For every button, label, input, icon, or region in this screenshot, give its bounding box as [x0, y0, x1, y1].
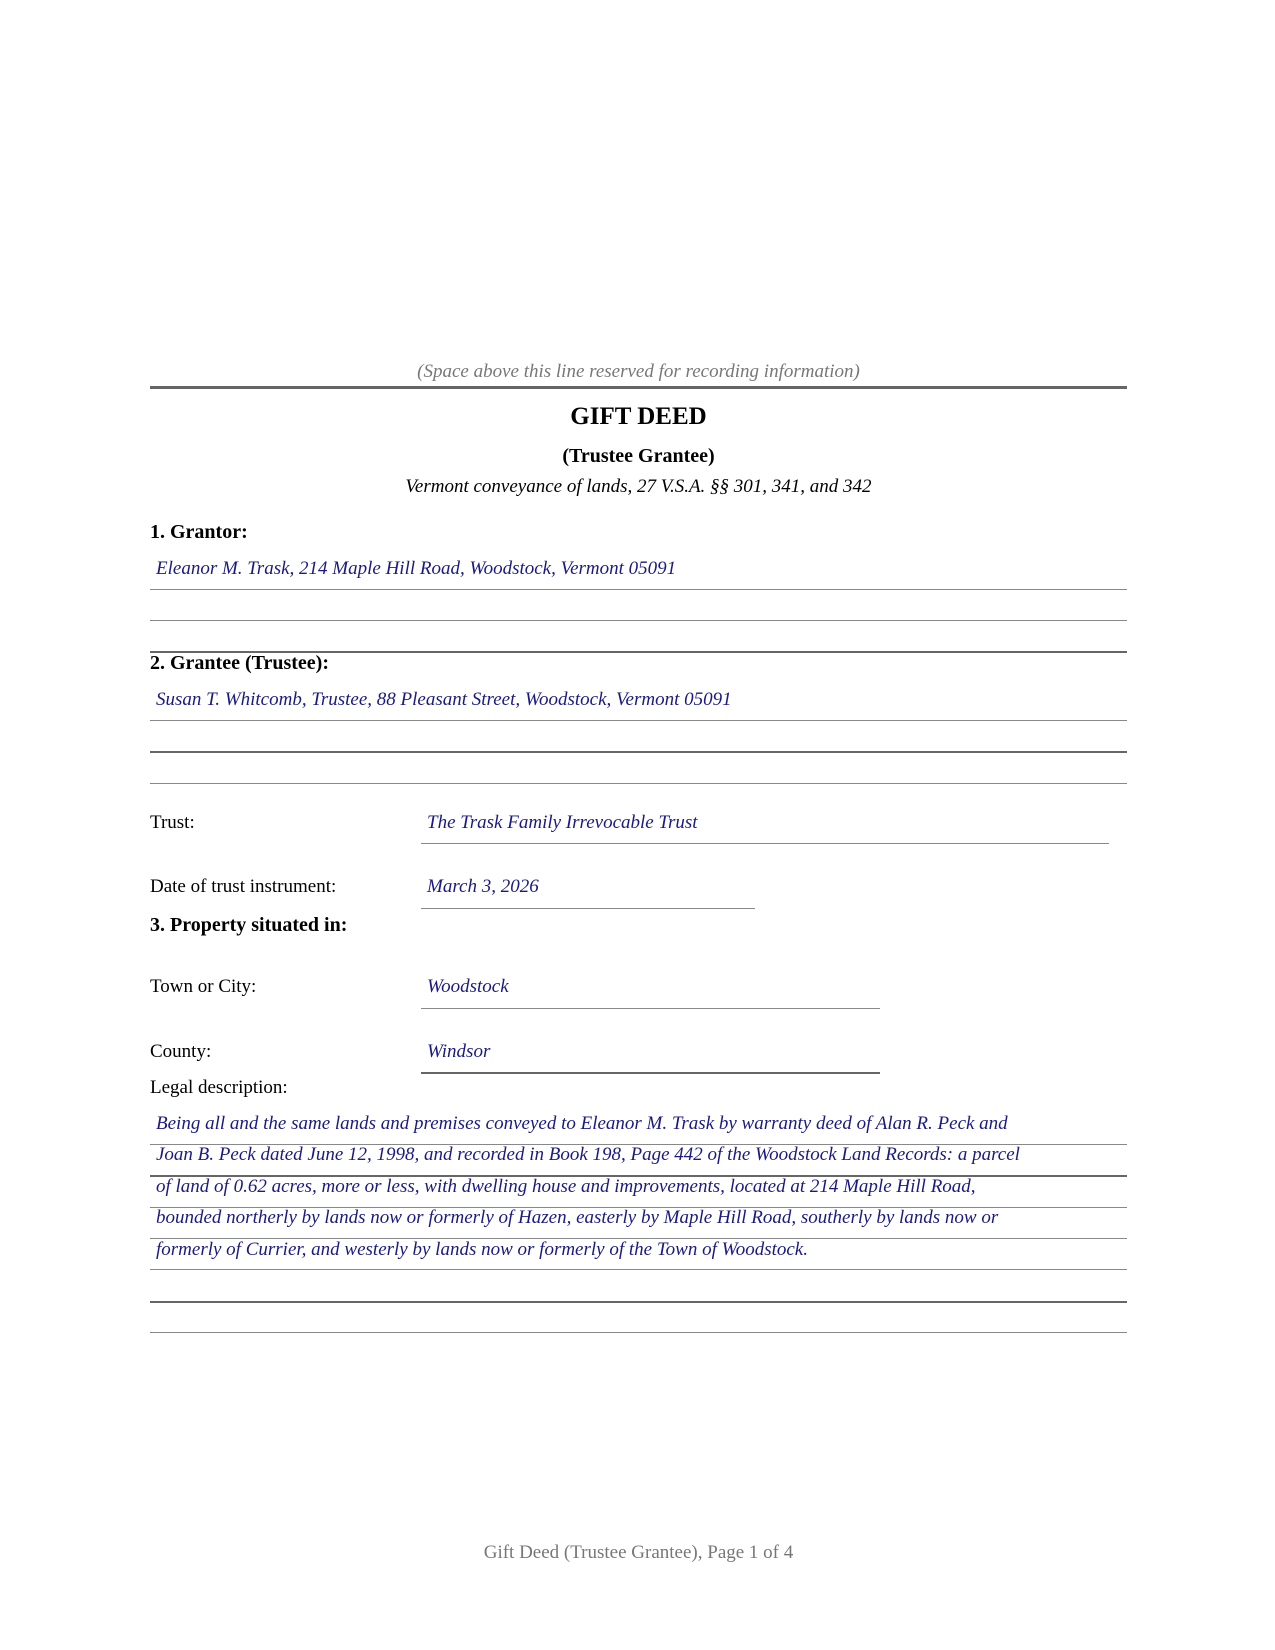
legal-description-line[interactable]: Joan B. Peck dated June 12, 1998, and recorded in Book 198, Page 442 of the Woodstock Land Records: a parcel	[156, 1144, 1020, 1165]
town-field[interactable]: Woodstock	[427, 976, 509, 997]
property-heading: 3. Property situated in:	[150, 914, 348, 936]
trust-name-line	[421, 843, 1109, 844]
trust-date-line	[421, 908, 755, 909]
recording-divider	[150, 386, 1127, 389]
statute-reference: Vermont conveyance of lands, 27 V.S.A. §§ 301, 341, and 342	[405, 476, 872, 497]
page-footer: Gift Deed (Trustee Grantee), Page 1 of 4	[483, 1542, 794, 1563]
trust-date-field[interactable]: March 3, 2026	[427, 876, 539, 897]
legal-rule-7	[150, 1332, 1127, 1333]
county-field[interactable]: Windsor	[427, 1041, 491, 1062]
grantee-line-3	[150, 783, 1127, 784]
town-label: Town or City:	[150, 976, 257, 997]
legal-rule-5	[150, 1269, 1127, 1270]
document-title: GIFT DEED	[570, 403, 707, 430]
legal-description-line[interactable]: Being all and the same lands and premises conveyed to Eleanor M. Trask by warranty deed of Alan R. Peck and	[156, 1113, 1008, 1134]
grantor-line-1	[150, 589, 1127, 590]
grantee-heading: 2. Grantee (Trustee):	[150, 652, 330, 674]
county-label: County:	[150, 1041, 212, 1062]
legal-description-line[interactable]: formerly of Currier, and westerly by lands now or formerly of the Town of Woodstock.	[156, 1239, 808, 1260]
trust-label: Trust:	[150, 812, 195, 833]
grantor-field[interactable]: Eleanor M. Trask, 214 Maple Hill Road, Woodstock, Vermont 05091	[156, 558, 677, 579]
grantor-heading: 1. Grantor:	[150, 521, 248, 543]
trust-date-label: Date of trust instrument:	[150, 876, 337, 897]
legal-description-line[interactable]: bounded northerly by lands now or formerly of Hazen, easterly by Maple Hill Road, southerly by lands now or	[156, 1207, 999, 1228]
legal-rule-6	[150, 1301, 1127, 1303]
recording-space-note: (Space above this line reserved for recording information)	[417, 361, 860, 382]
legal-description-line[interactable]: of land of 0.62 acres, more or less, with dwelling house and improvements, located at 214 Maple Hill Road,	[156, 1176, 976, 1197]
trust-name-field[interactable]: The Trask Family Irrevocable Trust	[427, 812, 698, 833]
grantee-line-2	[150, 751, 1127, 753]
grantee-line-1	[150, 720, 1127, 721]
county-line	[421, 1072, 880, 1074]
town-line	[421, 1008, 880, 1009]
grantor-line-2	[150, 620, 1127, 621]
grantee-field[interactable]: Susan T. Whitcomb, Trustee, 88 Pleasant Street, Woodstock, Vermont 05091	[156, 689, 732, 710]
document-subtitle: (Trustee Grantee)	[562, 445, 715, 467]
legal-description-label: Legal description:	[150, 1077, 288, 1098]
